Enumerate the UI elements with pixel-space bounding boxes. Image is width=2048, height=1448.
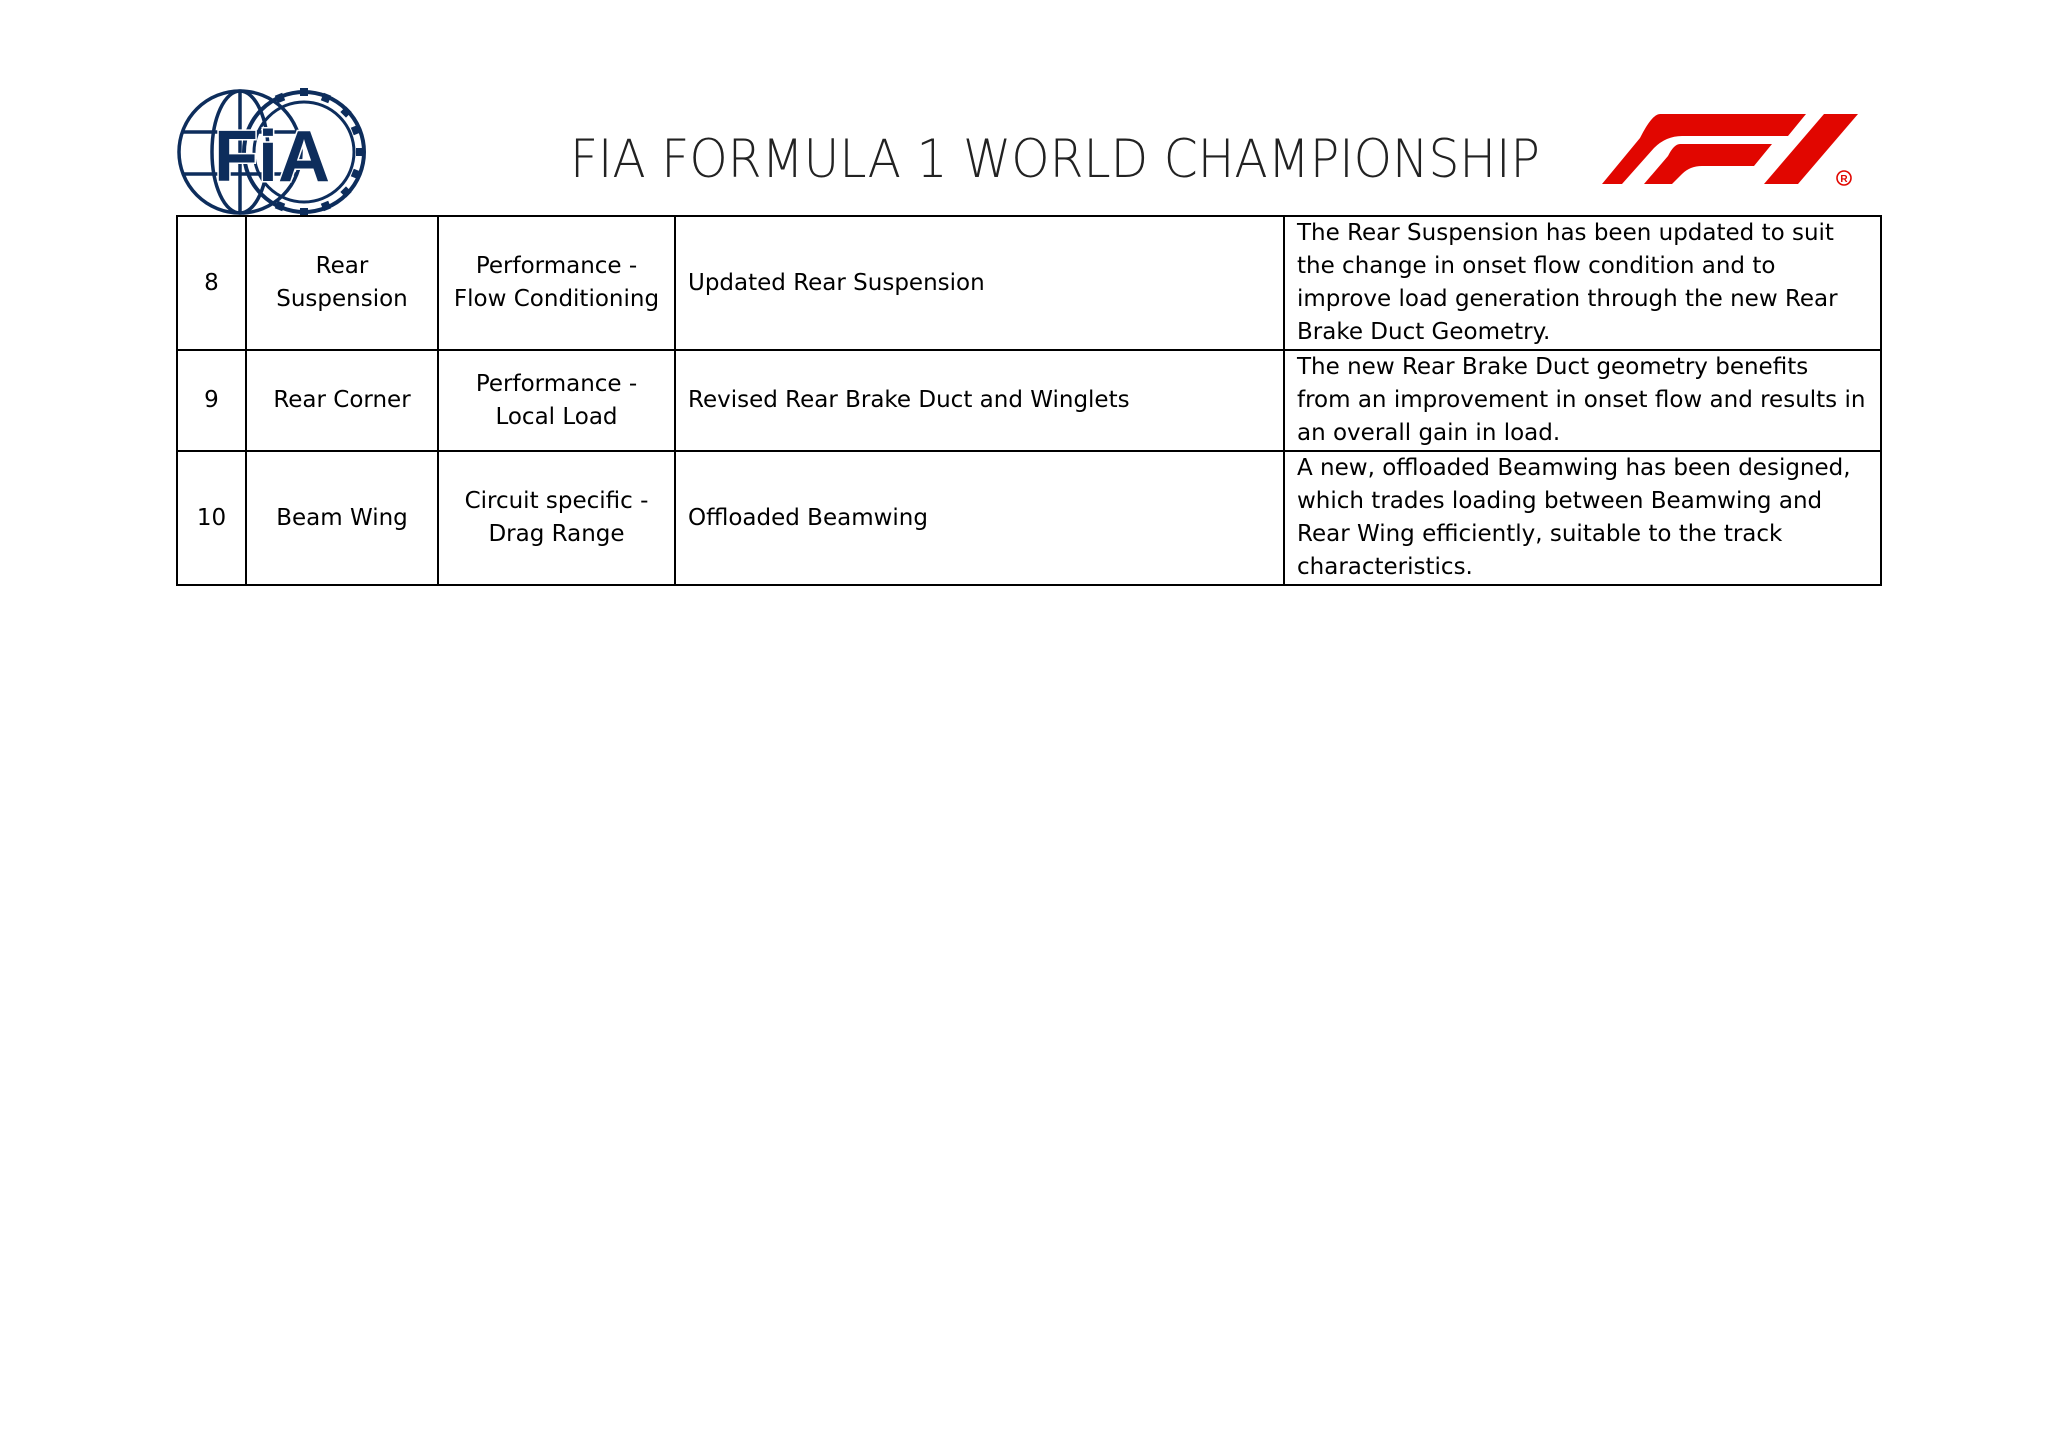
row-description: The new Rear Brake Duct geometry benefits from an improvement in onset flow and results in an overall gain in load.	[1284, 350, 1881, 451]
row-number: 10	[177, 451, 246, 585]
row-category: Circuit specific - Drag Range	[438, 451, 675, 585]
row-component: Rear Corner	[246, 350, 438, 451]
f1-logo-icon	[1602, 114, 1888, 190]
table-row	[177, 216, 1881, 350]
row-component: Rear Suspension	[246, 216, 438, 350]
fia-logo-icon	[176, 86, 368, 220]
row-description: A new, offloaded Beamwing has been designed, which trades loading between Beamwing and Rear Wing efficiently, suitable to the track characteristics.	[1284, 451, 1881, 585]
row-summary: Offloaded Beamwing	[675, 451, 1284, 585]
table-row	[177, 350, 1881, 451]
page-title: FIA FORMULA 1 WORLD CHAMPIONSHIP	[570, 129, 1540, 190]
row-description: The Rear Suspension has been updated to suit the change in onset flow condition and to improve load generation through the new Rear Brake Duct Geometry.	[1284, 216, 1881, 350]
page-header	[0, 0, 2048, 218]
row-category: Performance - Local Load	[438, 350, 675, 451]
f1-logo	[1602, 114, 1888, 190]
fia-logo	[176, 86, 368, 220]
row-number: 8	[177, 216, 246, 350]
svg-text:R: R	[1840, 174, 1848, 185]
row-component: Beam Wing	[246, 451, 438, 585]
row-summary: Revised Rear Brake Duct and Winglets	[675, 350, 1284, 451]
upgrades-table	[176, 215, 1882, 586]
row-number: 9	[177, 350, 246, 451]
svg-text:FiA: FiA	[214, 117, 330, 197]
table-row	[177, 451, 1881, 585]
row-category: Performance - Flow Conditioning	[438, 216, 675, 350]
row-summary: Updated Rear Suspension	[675, 216, 1284, 350]
